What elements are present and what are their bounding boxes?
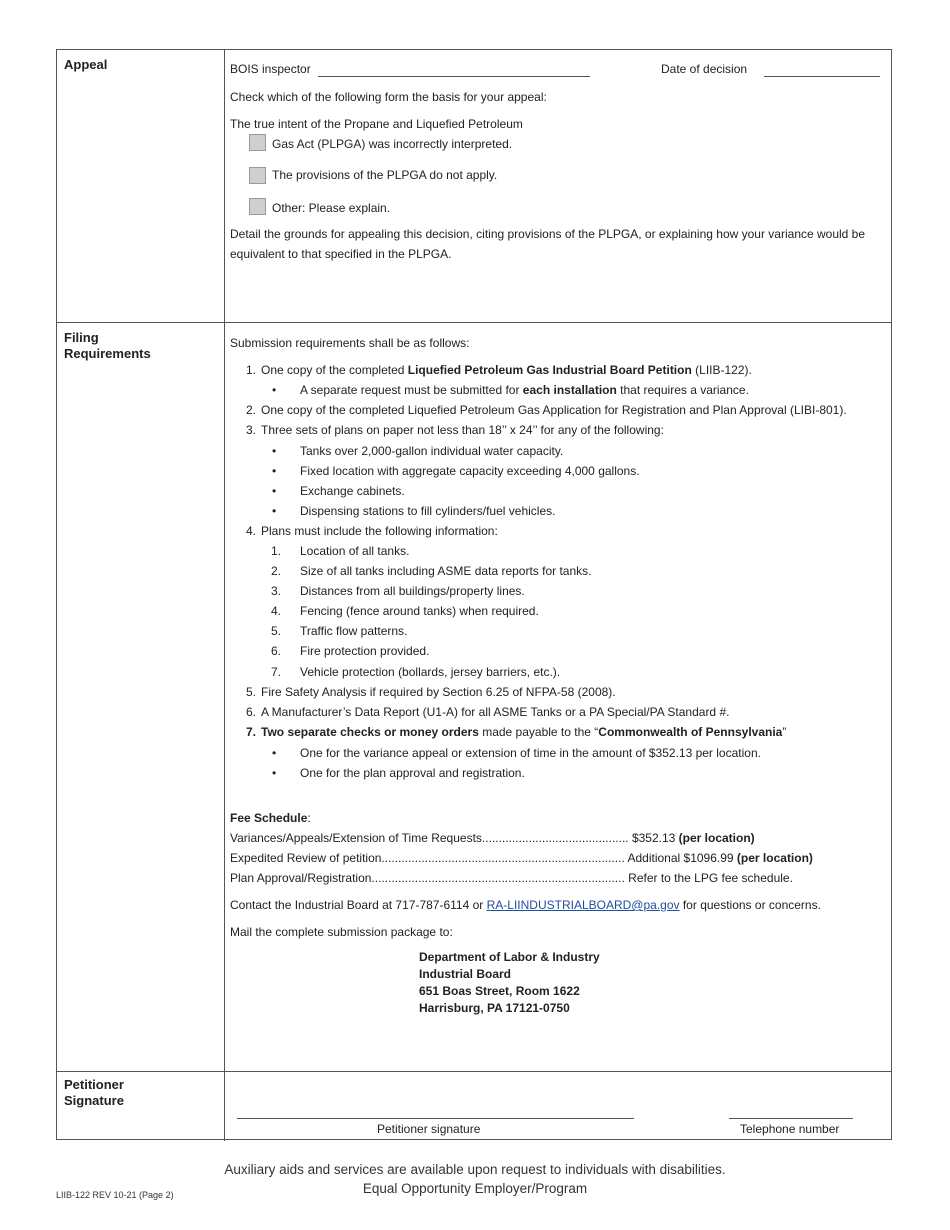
contact-email-link[interactable]: RA-LIINDUSTRIALBOARD@pa.gov [486,898,680,912]
filing-content [230,323,883,1071]
signature-label-line-2: Signature [64,1093,124,1108]
signature-section [57,1071,891,1141]
filing-label-line-2: Requirements [64,346,151,361]
item-4-sub: Fencing (fence around tanks) when required. [300,604,539,618]
item-4-sub: Distances from all buildings/property lines. [300,584,525,598]
item-4-sub: Location of all tanks. [300,544,410,558]
item-5-number: 5. [246,685,257,699]
address-line: Harrisburg, PA 17121-0750 [419,1001,570,1015]
inspector-label: BOIS inspector [230,62,311,76]
bullet-dot: • [272,464,277,478]
bullet-dot: • [272,504,277,518]
submission-intro: Submission requirements shall be as follows: [230,336,470,350]
basis-option-1-line-1: The true intent of the Propane and Liquefied Petroleum [230,117,523,131]
item-4-sub: Fire protection provided. [300,644,430,658]
equal-opportunity-notice: Equal Opportunity Employer/Program [362,1181,588,1196]
appeal-label: Appeal [64,57,108,72]
item-4-number: 4. [246,524,257,538]
petitioner-signature-caption: Petitioner signature [377,1122,481,1136]
basis-option-3-label: Other: Please explain. [272,201,391,215]
basis-prompt: Check which of the following form the basis for your appeal: [230,90,547,104]
telephone-caption: Telephone number [740,1122,840,1136]
appeal-section [57,50,891,322]
appeal-detail-line-1: Detail the grounds for appealing this decision, citing provisions of the PLPGA, or explaining how your variance would be [230,227,866,241]
contact-line: Contact the Industrial Board at 717-787-6114 or RA-LIINDUSTRIALBOARD@pa.gov for questions or concerns. [230,898,821,912]
item-7-number: 7. [246,725,257,739]
item-4-sub-number: 6. [271,644,282,658]
item-4-sub-number: 1. [271,544,282,558]
item-4-text: Plans must include the following information: [261,524,498,538]
item-5-text: Fire Safety Analysis if required by Section 6.25 of NFPA-58 (2008). [261,685,616,699]
fee-expedited-row: Expedited Review of petition......................................................................... Additional $1096.99 (per location) [230,851,813,865]
basis-option-2-checkbox[interactable] [249,167,266,184]
inspector-field[interactable] [318,76,590,77]
column-divider [224,323,225,1071]
column-divider [224,1072,225,1141]
accessibility-notice: Auxiliary aids and services are available upon request to individuals with disabilities. [224,1162,726,1177]
item-6-text: A Manufacturer’s Data Report (U1-A) for all ASME Tanks or a PA Special/PA Standard #. [261,705,730,719]
item-3-bullet: Exchange cabinets. [300,484,405,498]
item-4-sub-number: 3. [271,584,282,598]
form-number: LIIB-122 REV 10-21 (Page 2) [56,1190,174,1200]
fee-variance-row: Variances/Appeals/Extension of Time Requests............................................ $352.13 (per location) [230,831,755,845]
item-7-bullet: One for the variance appeal or extension of time in the amount of $352.13 per location. [300,746,761,760]
appeal-detail-line-2: equivalent to that specified in the PLPGA. [230,247,452,261]
item-1-bullet: A separate request must be submitted for each installation that requires a variance. [300,383,749,397]
bullet-dot: • [272,484,277,498]
item-3-number: 3. [246,423,257,437]
bullet-dot: • [272,766,277,780]
item-3-text: Three sets of plans on paper not less than 18’’ x 24’’ for any of the following: [261,423,664,437]
appeal-content [230,50,883,322]
address-line: Department of Labor & Industry [419,950,600,964]
item-3-bullet: Dispensing stations to fill cylinders/fuel vehicles. [300,504,556,518]
item-2-text: One copy of the completed Liquefied Petroleum Gas Application for Registration and Plan Approval (LIBI-801). [261,403,847,417]
basis-option-1-checkbox[interactable] [249,134,266,151]
basis-option-1-line-2: Gas Act (PLPGA) was incorrectly interpreted. [272,137,513,151]
filing-label [64,330,151,362]
bullet-dot: • [272,444,277,458]
filing-label-line-1: Filing [64,330,99,345]
column-divider [224,50,225,322]
mailing-address [419,949,600,1017]
item-4-sub-number: 4. [271,604,282,618]
bullet-dot: • [272,383,277,397]
item-7-bullet: One for the plan approval and registration. [300,766,525,780]
bullet-dot: • [272,746,277,760]
item-4-sub: Traffic flow patterns. [300,624,408,638]
item-3-bullet: Fixed location with aggregate capacity exceeding 4,000 gallons. [300,464,640,478]
item-7-text: Two separate checks or money orders made payable to the “Commonwealth of Pennsylvania” [261,725,787,739]
signature-label [64,1077,124,1109]
basis-option-3-checkbox[interactable] [249,198,266,215]
mail-instruction: Mail the complete submission package to: [230,925,453,939]
fee-schedule-title: Fee Schedule: [230,811,311,825]
item-1-text: One copy of the completed Liquefied Petroleum Gas Industrial Board Petition (LIIB-122). [261,363,752,377]
item-2-number: 2. [246,403,257,417]
signature-content [230,1072,883,1141]
item-4-sub-number: 2. [271,564,282,578]
item-4-sub: Vehicle protection (bollards, jersey barriers, etc.). [300,665,561,679]
item-6-number: 6. [246,705,257,719]
address-line: 651 Boas Street, Room 1622 [419,984,580,998]
fee-plan-approval-row: Plan Approval/Registration............................................................................ Refer to the LPG fee schedule. [230,871,793,885]
address-line: Industrial Board [419,967,512,981]
item-3-bullet: Tanks over 2,000-gallon individual water capacity. [300,444,564,458]
item-4-sub-number: 7. [271,665,282,679]
item-4-sub-number: 5. [271,624,282,638]
form-table [56,49,892,1140]
item-4-sub: Size of all tanks including ASME data reports for tanks. [300,564,592,578]
decision-date-label: Date of decision [661,62,748,76]
filing-requirements-section [57,322,891,1071]
item-1-number: 1. [246,363,257,377]
signature-label-line-1: Petitioner [64,1077,124,1092]
decision-date-field[interactable] [764,76,880,77]
basis-option-2-label: The provisions of the PLPGA do not apply. [272,168,498,182]
